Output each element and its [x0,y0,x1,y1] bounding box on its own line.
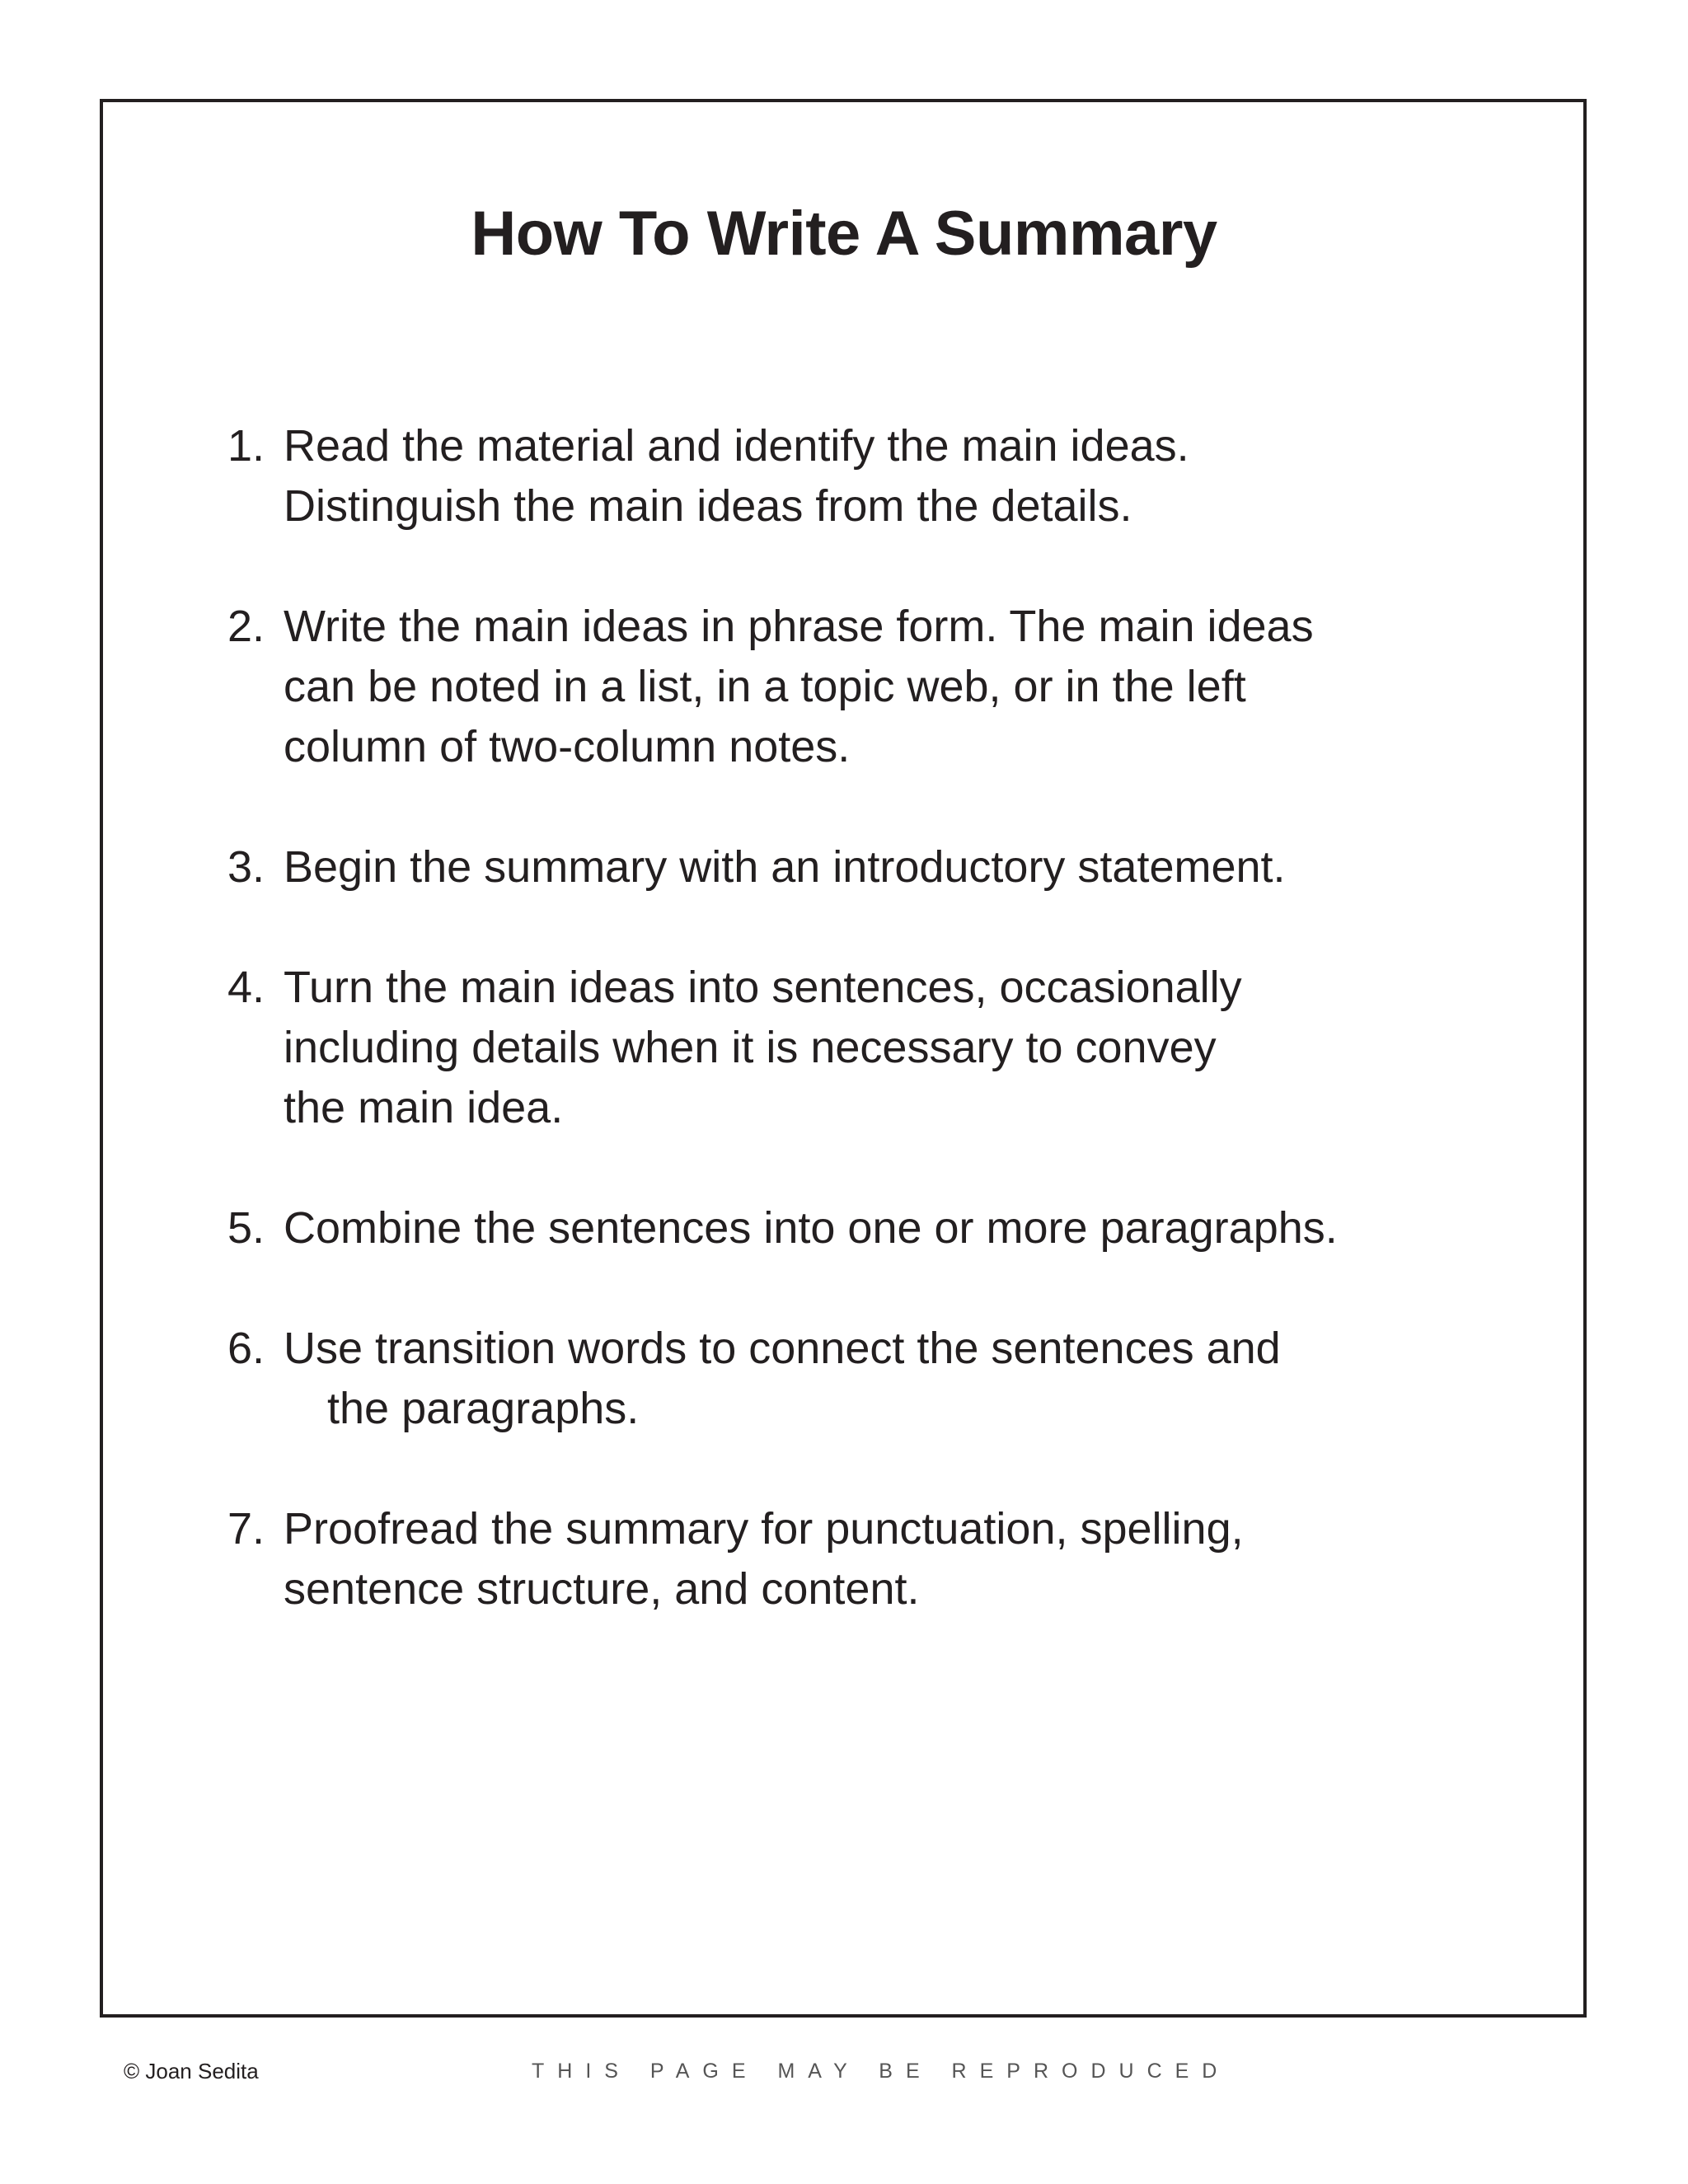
step-number: 3. [227,842,265,892]
step-number: 7. [227,1504,265,1554]
step-item [227,1319,1281,1439]
step-number: 6. [227,1324,265,1373]
step-item [227,837,1286,898]
step-text-line: Begin the summary with an introductory statement. [284,842,1286,892]
step-number: 2. [227,602,265,651]
step-text-line: the paragraphs. [327,1384,640,1433]
step-text-line: column of two-column notes. [284,722,851,771]
step-number: 5. [227,1203,265,1253]
step-text-line: Proofread the summary for punctuation, spelling, [284,1504,1244,1554]
step-text-line: sentence structure, and content. [284,1564,920,1614]
step-text-line: Combine the sentences into one or more paragraphs. [284,1203,1338,1253]
step-text-line: Use transition words to connect the sentences and [284,1324,1281,1373]
copyright-notice: © Joan Sedita [124,2059,259,2083]
step-text-line: the main idea. [284,1083,564,1132]
step-item [227,416,1189,537]
step-text-line: Turn the main ideas into sentences, occasionally [284,963,1242,1012]
step-text-line: can be noted in a list, in a topic web, or in the left [284,662,1246,711]
step-text-line: Write the main ideas in phrase form. The main ideas [284,602,1314,651]
step-number: 1. [227,421,265,471]
reproduction-note: THIS PAGE MAY BE REPRODUCED [532,2060,1231,2083]
step-item [227,1499,1244,1619]
step-item [227,597,1314,777]
step-number: 4. [227,963,265,1012]
step-text-line: including details when it is necessary to convey [284,1023,1217,1072]
step-text-line: Distinguish the main ideas from the details. [284,481,1132,531]
step-item [227,1198,1338,1258]
step-item [227,958,1242,1138]
page-title: How To Write A Summary [471,199,1217,269]
step-text-line: Read the material and identify the main ideas. [284,421,1189,471]
